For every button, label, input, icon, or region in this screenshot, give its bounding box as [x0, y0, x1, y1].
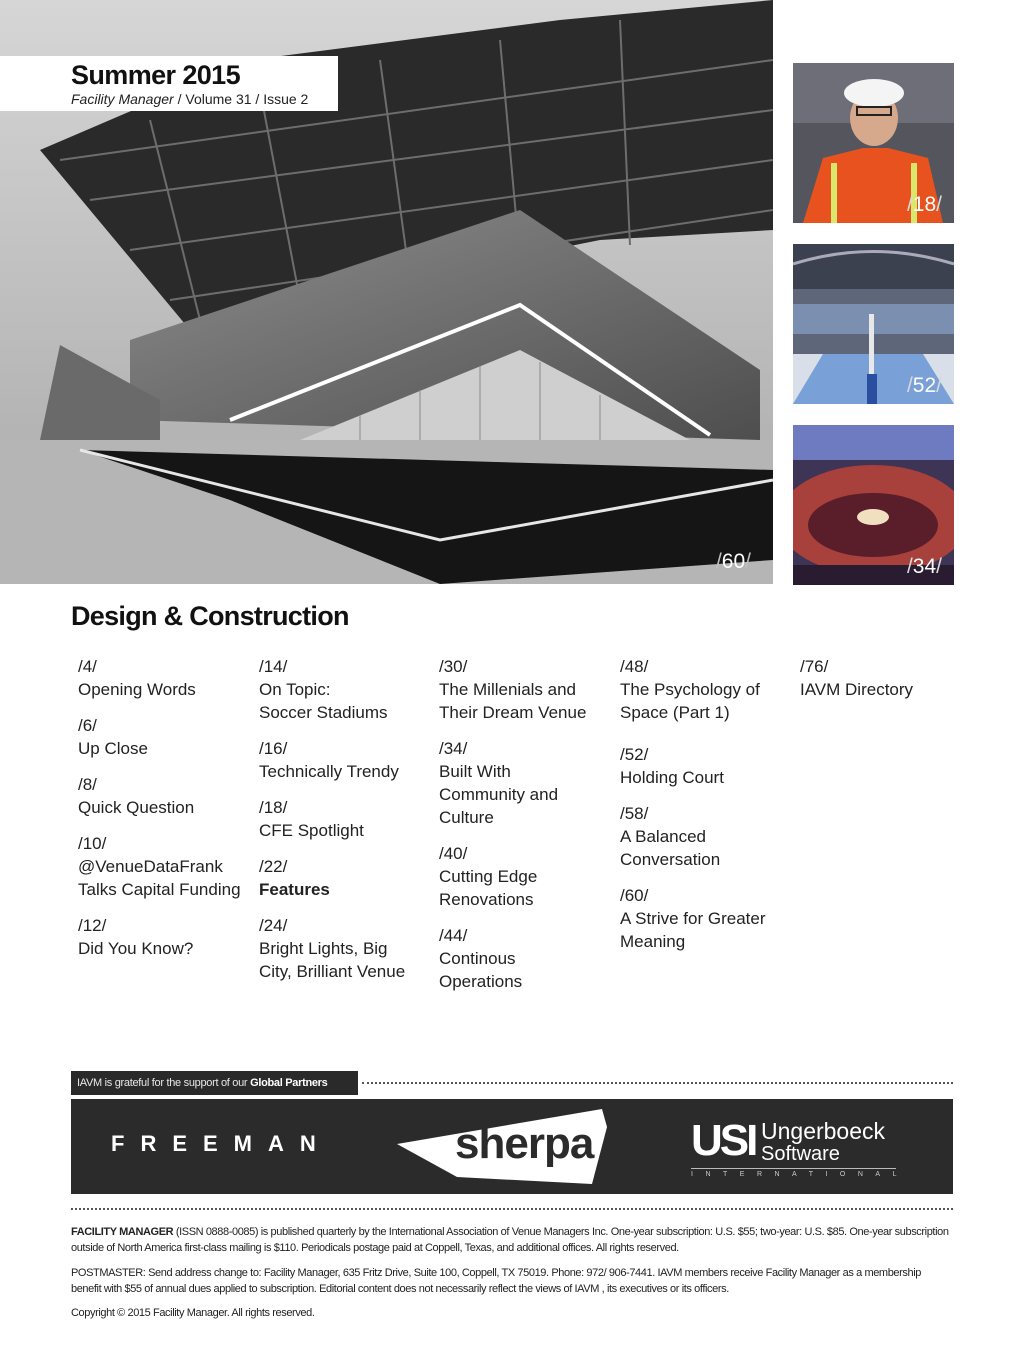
toc-title: Quick Question: [78, 798, 195, 817]
toc-title: Bright Lights, Big City, Brilliant Venue: [259, 939, 406, 981]
toc-title: A Strive for Greater Meaning: [620, 909, 766, 951]
toc-item[interactable]: [620, 743, 790, 789]
toc-page-number: /44/: [439, 926, 468, 945]
issue-title: Summer 2015: [71, 60, 241, 90]
toc-item[interactable]: [620, 884, 790, 953]
toc-item[interactable]: [78, 773, 248, 819]
toc-column-1: [78, 655, 248, 973]
hero-page-number: /60/: [715, 550, 751, 573]
toc-page-number: /18/: [259, 798, 288, 817]
thumbnail-52: [793, 244, 954, 404]
toc-title: Cutting Edge Renovations: [439, 867, 538, 909]
usi-logo-mark: USI: [691, 1116, 756, 1165]
partners-bar: [71, 1099, 953, 1194]
toc-page-number: /14/: [259, 657, 288, 676]
toc-item[interactable]: [259, 796, 429, 842]
toc-page-number: /52/: [620, 745, 649, 764]
toc-item[interactable]: [78, 714, 248, 760]
toc-item[interactable]: [259, 737, 429, 783]
publication-name: FACILITY MANAGER: [71, 1226, 174, 1238]
copyright-notice: Copyright © 2015 Facility Manager. All rights reserved.: [71, 1307, 315, 1319]
partners-label-text: IAVM is grateful for the support of our: [77, 1077, 251, 1089]
toc-title: Did You Know?: [78, 939, 194, 958]
toc-column-4: [620, 655, 790, 966]
toc-title: A Balanced Conversation: [620, 827, 721, 869]
toc-page-number: /8/: [78, 775, 97, 794]
toc-title: Holding Court: [620, 768, 724, 787]
toc-title: Built With Community and Culture: [439, 762, 559, 827]
toc-column-3: [439, 655, 609, 1006]
partners-label: [71, 1071, 358, 1095]
toc-title: The Millenials and Their Dream Venue: [439, 680, 587, 722]
thumbnail-18: [793, 63, 954, 223]
toc-column-2: [259, 655, 429, 996]
thumbnail-52-page-number: /52/: [906, 374, 942, 397]
toc-page-number: /60/: [620, 886, 649, 905]
toc-item[interactable]: [78, 832, 248, 901]
toc-item[interactable]: [439, 842, 609, 911]
toc-title: Opening Words: [78, 680, 196, 699]
thumbnail-18-page-number: /18/: [906, 193, 942, 216]
toc-page-number: /76/: [800, 657, 829, 676]
toc-page-number: /34/: [439, 739, 468, 758]
toc-title: Technically Trendy: [259, 762, 399, 781]
postmaster-notice: POSTMASTER: Send address change to: Facility Manager, 635 Fritz Drive, Suite 100, Coppell, TX 75019. Phone: 972/ 906-7441. IAVM members receive Facility Manager as a membership benefit with $55 of annual dues applied to subscription. Editorial content does not necessarily reflect the views of IAVM , its executives or its officers.: [71, 1267, 921, 1295]
toc-title: On Topic: Soccer Stadiums: [259, 680, 388, 722]
usi-logo-name: Ungerboeck: [761, 1118, 886, 1144]
volume-issue: / Volume 31 / Issue 2: [173, 91, 309, 107]
toc-item[interactable]: [439, 737, 609, 829]
issue-subtitle: [71, 91, 308, 107]
toc-item[interactable]: [78, 914, 248, 960]
dotted-divider: [362, 1082, 953, 1084]
toc-item[interactable]: [259, 655, 429, 724]
toc-page-number: /24/: [259, 916, 288, 935]
toc-title: Continous Operations: [439, 949, 523, 991]
toc-page-number: /40/: [439, 844, 468, 863]
toc-item[interactable]: [78, 655, 248, 701]
dotted-divider: [71, 1208, 953, 1210]
publication-notice: [71, 1224, 953, 1256]
toc-title: @VenueDataFrank Talks Capital Funding: [78, 857, 241, 899]
magazine-name: Facility Manager: [71, 91, 174, 107]
usi-logo-international: INTERNATIONAL: [691, 1171, 909, 1178]
toc-title: Up Close: [78, 739, 148, 758]
freeman-logo: FREEMAN: [111, 1131, 332, 1156]
issue-header: [0, 56, 338, 111]
toc-page-number: /58/: [620, 804, 649, 823]
sherpa-logo: sherpa: [455, 1119, 594, 1168]
toc-title-features: Features: [259, 880, 330, 899]
toc-page-number: /30/: [439, 657, 468, 676]
toc-item[interactable]: [620, 802, 790, 871]
toc-title: IAVM Directory: [800, 680, 914, 699]
toc-item[interactable]: [800, 655, 970, 701]
toc-item[interactable]: [259, 914, 429, 983]
toc-item[interactable]: [439, 924, 609, 993]
toc-page-number: /10/: [78, 834, 107, 853]
thumbnail-34: [793, 425, 954, 585]
publication-notice-text: (ISSN 0888-0085) is published quarterly by the International Association of Venue Managers Inc. One-year subscription: U.S. $55; two-year: U.S. $85. One-year subscription outside of North America first-class mailing is $110. Periodicals postage paid at Coppell, Texas, and additional offices. All rights reserved.: [71, 1226, 949, 1254]
toc-item[interactable]: [439, 655, 609, 724]
toc-page-number: /16/: [259, 739, 288, 758]
thumbnail-34-page-number: /34/: [906, 555, 942, 578]
usi-logo-software: Software: [761, 1143, 840, 1165]
toc-page-number: /12/: [78, 916, 107, 935]
toc-page-number: /6/: [78, 716, 97, 735]
toc-item[interactable]: [620, 655, 790, 724]
toc-page-number: /4/: [78, 657, 97, 676]
section-title: Design & Construction: [71, 601, 349, 631]
partners-label-bold: Global Partners: [250, 1077, 328, 1089]
toc-column-5: [800, 655, 970, 714]
toc-page-number: /48/: [620, 657, 649, 676]
toc-title: CFE Spotlight: [259, 821, 364, 840]
toc-title: The Psychology of Space (Part 1): [620, 680, 760, 722]
toc-item[interactable]: [259, 855, 429, 901]
usi-logo-rule: [691, 1168, 896, 1169]
toc-page-number: /22/: [259, 857, 288, 876]
